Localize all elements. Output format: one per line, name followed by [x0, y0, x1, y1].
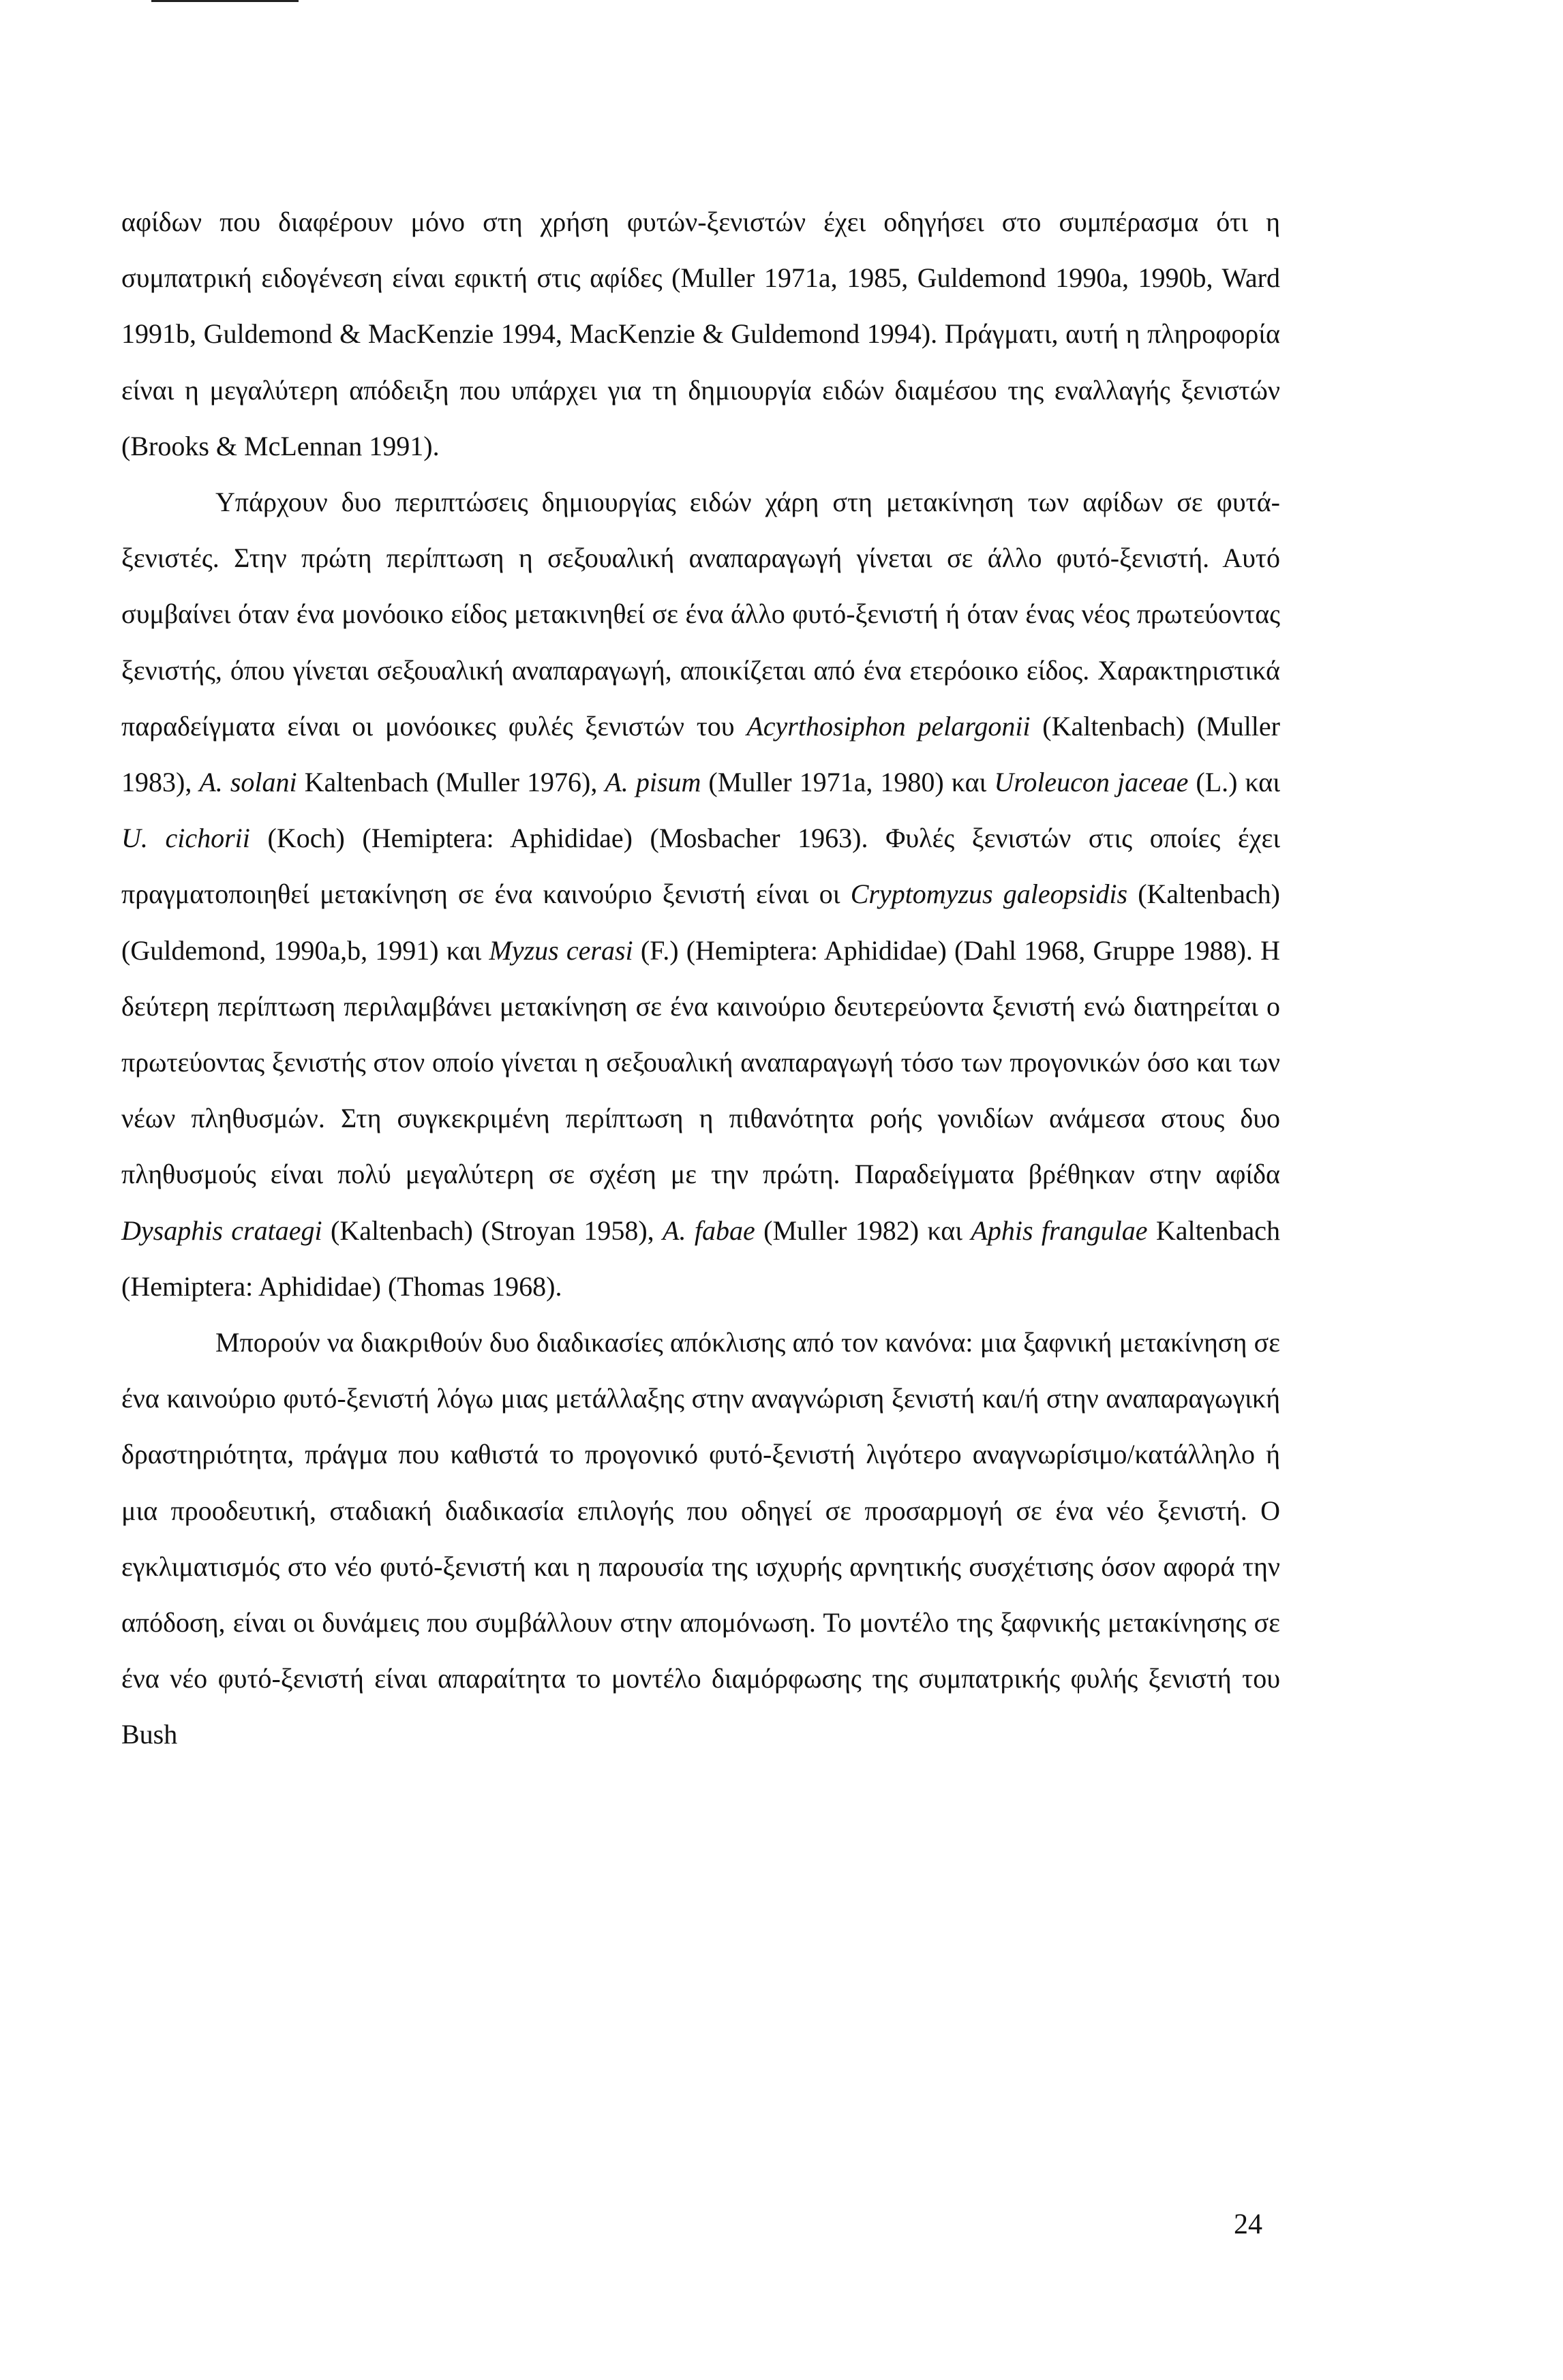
paragraph-1: [121, 194, 1280, 474]
text-run: Kaltenbach (Muller 1976),: [297, 767, 605, 798]
text-run: (Kaltenbach) (Muller 1983),: [121, 710, 1280, 798]
species-name-italic: Cryptomyzus galeopsidis: [850, 879, 1128, 910]
text-run: (Muller 1971a, 1980) και: [701, 767, 995, 798]
species-name-italic: A. fabae: [663, 1215, 755, 1246]
text-run: αφίδων που διαφέρουν μόνο στη χρήση φυτών-ξενιστών έχει οδηγήσει στο συμπέρασμα ότι η συμπατρική ειδογένεση είναι εφικτή στις αφίδες (Muller 1971a, 1985, Guldemond 1990a, 1990b, Ward 1991b, Guldemond & MacKenzie 1994, MacKenzie & Guldemond 1994). Πράγματι, αυτή η πληροφορία είναι η μεγαλύτερη απόδειξη που υπάρχει για τη δημιουργία ειδών διαμέσου της εναλλαγής ξενιστών (Brooks & McLennan 1991).: [121, 207, 1280, 461]
paragraph-2: [121, 474, 1280, 1315]
text-run: (Koch) (Hemiptera: Aphididae) (Mosbacher 1963). Φυλές ξενιστών στις οποίες έχει πραγματοποιηθεί μετακίνηση σε ένα καινούριο ξενιστή είναι οι: [121, 823, 1280, 910]
body-text: [121, 194, 1280, 1763]
species-name-italic: Dysaphis crataegi: [121, 1215, 322, 1246]
text-run: (L.) και: [1188, 767, 1280, 798]
text-run: Υπάρχουν δυο περιπτώσεις δημιουργίας ειδών χάρη στη μετακίνηση των αφίδων σε φυτά-ξενιστές. Στην πρώτη περίπτωση η σεξουαλική αναπαραγωγή γίνεται σε άλλο φυτό-ξενιστή. Αυτό συμβαίνει όταν ένα μονόοικο είδος μετακινηθεί σε ένα άλλο φυτό-ξενιστή ή όταν ένας νέος πρωτεύοντας ξενιστής, όπου γίνεται σεξουαλική αναπαραγωγή, αποικίζεται από ένα ετερόοικο είδος. Χαρακτηριστικά παραδείγματα είναι οι μονόοικες φυλές ξενιστών του: [121, 487, 1280, 742]
species-name-italic: Myzus cerasi: [489, 934, 633, 966]
species-name-italic: A. solani: [199, 767, 297, 798]
species-name-italic: A. pisum: [605, 767, 701, 798]
page-number: 24: [1234, 2209, 1262, 2240]
species-name-italic: Acyrthosiphon pelargonii: [746, 710, 1031, 742]
species-name-italic: Aphis frangulae: [971, 1215, 1148, 1246]
text-run: (Kaltenbach) (Stroyan 1958),: [322, 1215, 663, 1246]
paragraph-3: [121, 1315, 1280, 1763]
species-name-italic: U. cichorii: [121, 823, 250, 854]
text-run: (Kaltenbach) (Guldemond, 1990a,b, 1991) και: [121, 879, 1280, 966]
text-run: Kaltenbach (Hemiptera: Aphididae) (Thomas 1968).: [121, 1215, 1280, 1302]
species-name-italic: Uroleucon jaceae: [994, 767, 1189, 798]
text-run: (F.) (Hemiptera: Aphididae) (Dahl 1968, Gruppe 1988). Η δεύτερη περίπτωση περιλαμβάνει μετακίνηση σε ένα καινούριο δευτερεύοντα ξενιστή ενώ διατηρείται ο πρωτεύοντας ξενιστής στον οποίο γίνεται η σεξουαλική αναπαραγωγή τόσο των προγονικών όσο και των νέων πληθυσμών. Στη συγκεκριμένη περίπτωση η πιθανότητα ροής γονιδίων ανάμεσα στους δυο πληθυσμούς είναι πολύ μεγαλύτερη σε σχέση με την πρώτη. Παραδείγματα βρέθηκαν στην αφίδα: [121, 934, 1280, 1190]
top-rule-line: [151, 0, 299, 2]
text-run: Μπορούν να διακριθούν δυο διαδικασίες απόκλισης από τον κανόνα: μια ξαφνική μετακίνηση σε ένα καινούριο φυτό-ξενιστή λόγω μιας μετάλλαξης στην αναγνώριση ξενιστή και/ή στην αναπαραγωγική δραστηριότητα, πράγμα που καθιστά το προγονικό φυτό-ξενιστή λιγότερο αναγνωρίσιμο/κατάλληλο ή μια προοδευτική, σταδιακή διαδικασία επιλογής που οδηγεί σε προσαρμογή σε ένα νέο ξενιστή. Ο εγκλιματισμός στο νέο φυτό-ξενιστή και η παρουσία της ισχυρής αρνητικής συσχέτισης όσον αφορά την απόδοση, είναι οι δυνάμεις που συμβάλλουν στην απομόνωση. Το μοντέλο της ξαφνικής μετακίνησης σε ένα νέο φυτό-ξενιστή είναι απαραίτητα το μοντέλο διαμόρφωσης της συμπατρικής φυλής ξενιστή του Bush: [121, 1327, 1280, 1750]
text-run: (Muller 1982) και: [755, 1215, 971, 1246]
